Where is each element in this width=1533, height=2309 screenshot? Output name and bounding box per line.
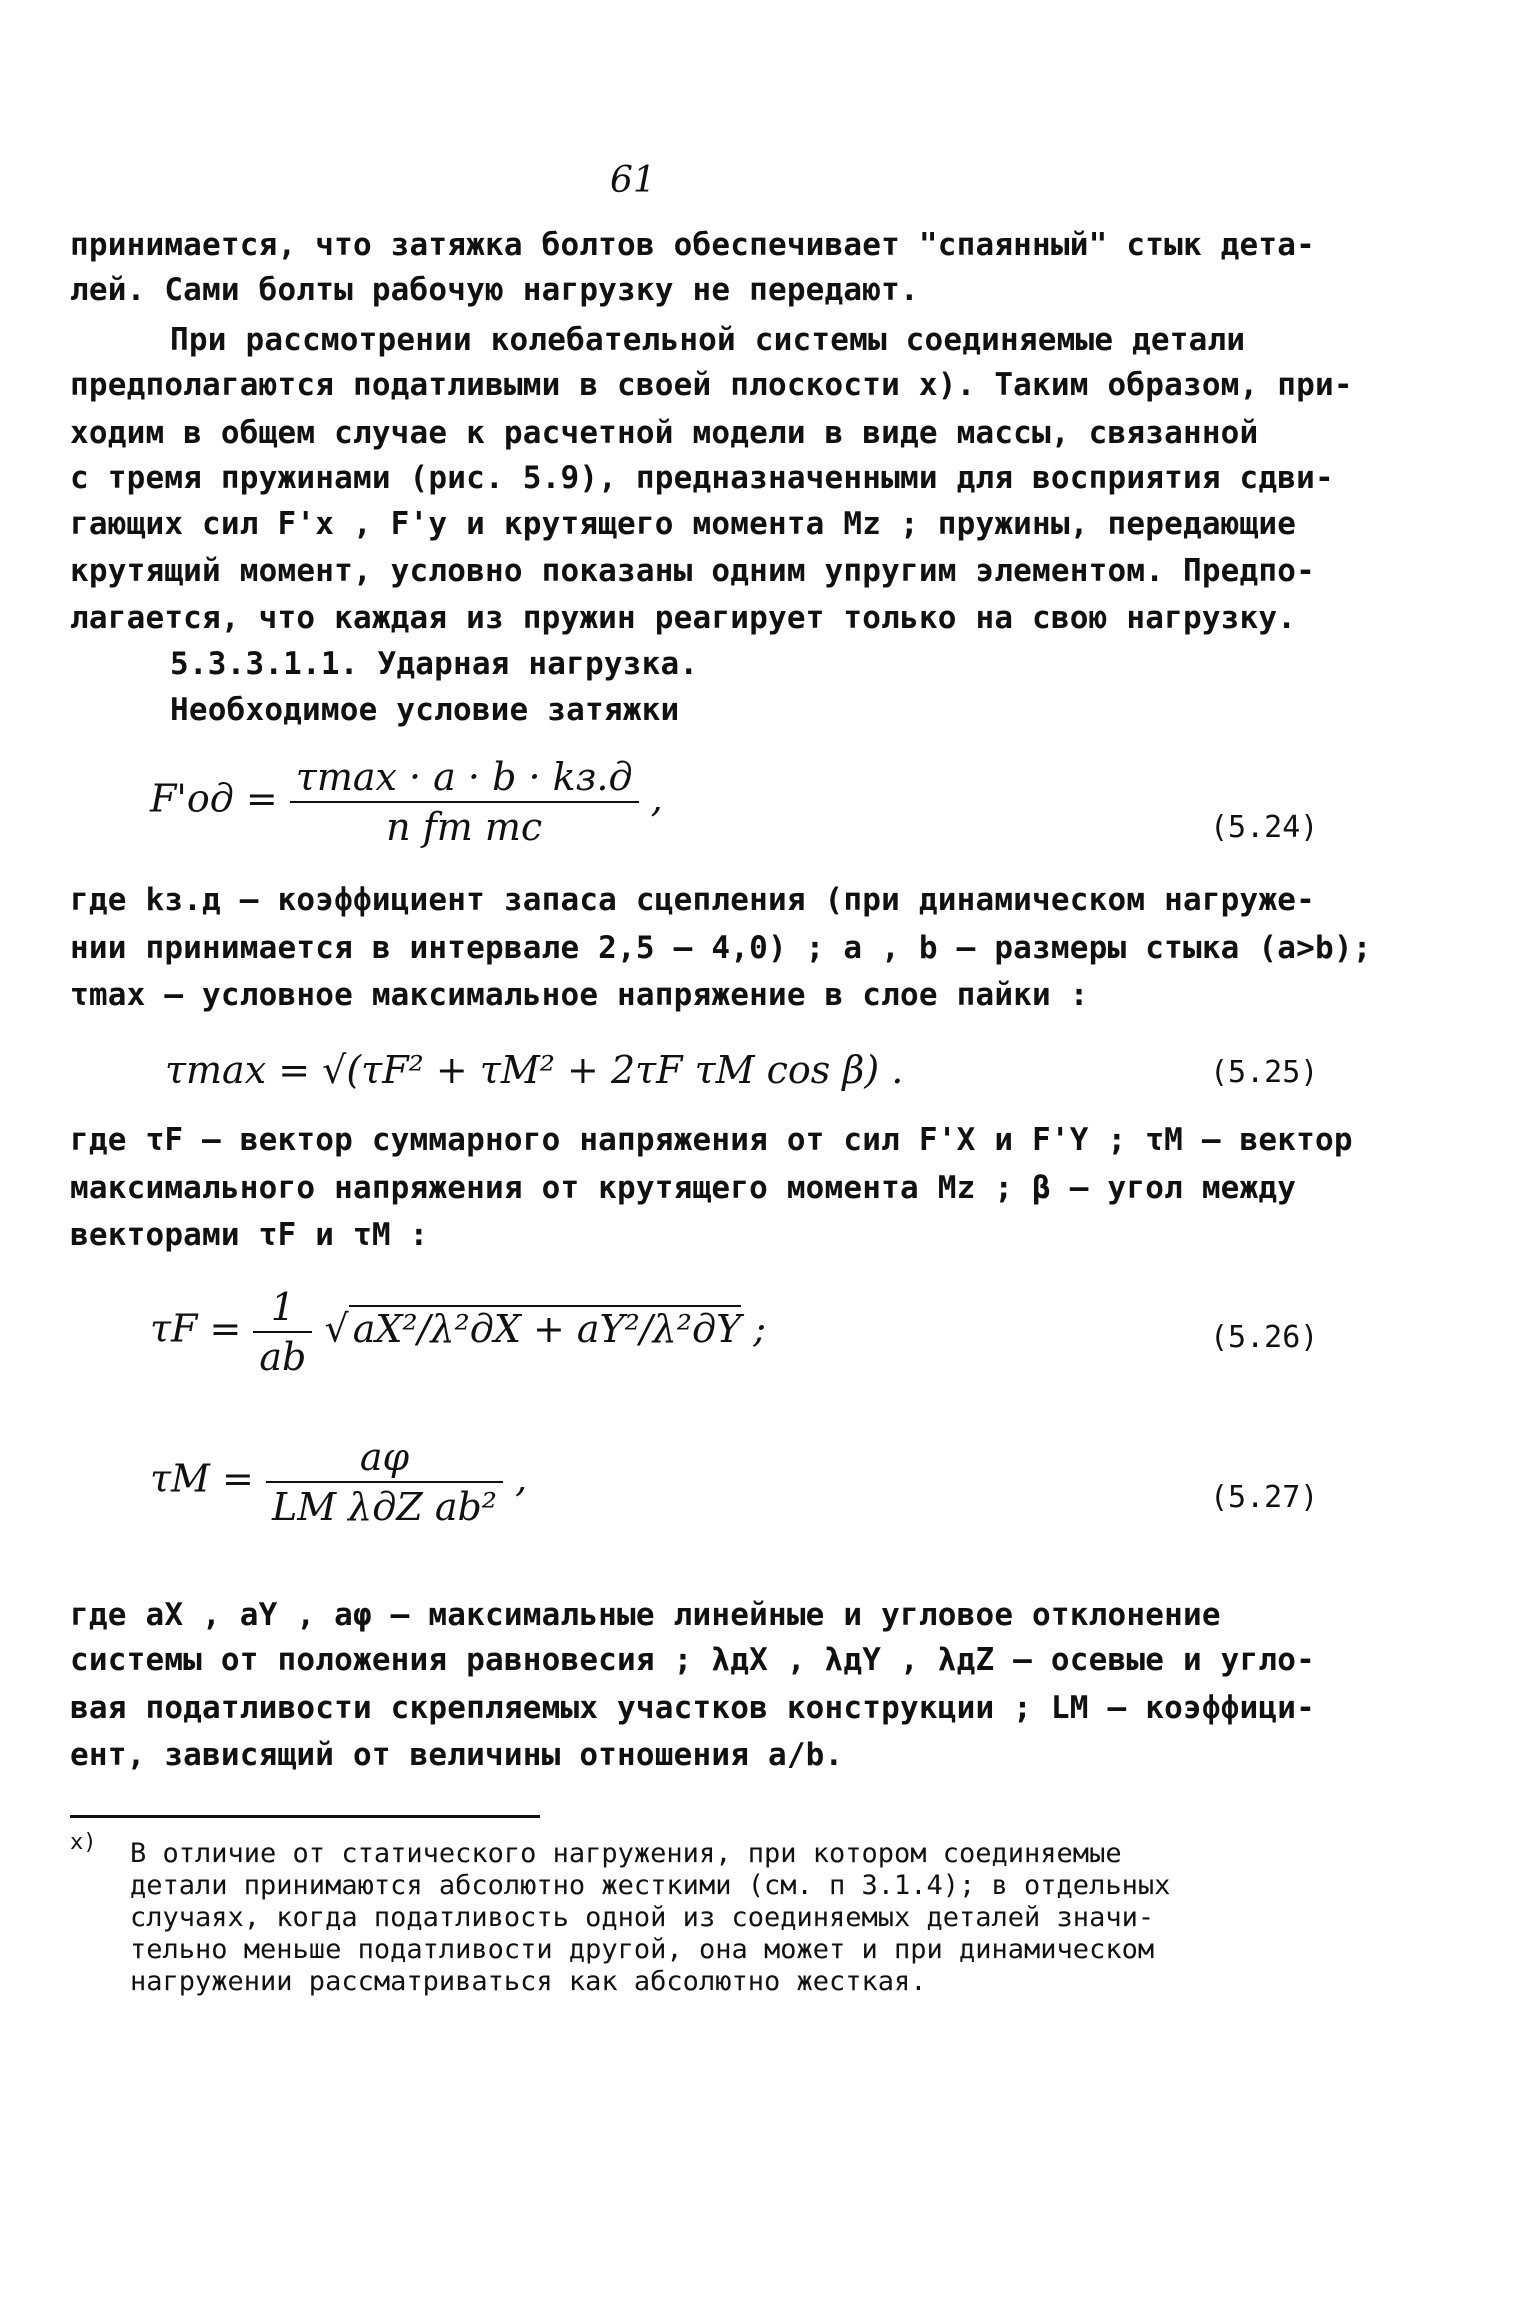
footnote-line: В отличие от статического нагружения, при котором соединяемые	[130, 1838, 1122, 1869]
formula-fraction	[266, 1435, 503, 1529]
body-line: лей. Сами болты рабочую нагрузку не передают.	[70, 272, 919, 308]
footnote-line: случаях, когда податливость одной из соединяемых деталей значи-	[130, 1902, 1155, 1933]
where-line: системы от положения равновесия ; λдX , λдY , λдZ – осевые и угло-	[70, 1642, 1315, 1678]
equation-number: (5.24)	[1210, 810, 1319, 845]
formula-coefficient	[253, 1285, 312, 1379]
where-line: максимального напряжения от крутящего момента Mz ; β – угол между	[70, 1170, 1297, 1206]
body-line: Необходимое условие затяжки	[170, 692, 680, 728]
body-line: предполагаются податливыми в своей плоскости x). Таким образом, при-	[70, 367, 1353, 403]
formula-denominator: ab	[259, 1335, 307, 1379]
body-line: лагается, что каждая из пружин реагирует только на свою нагрузку.	[70, 600, 1297, 636]
formula-numerator: aφ	[266, 1435, 503, 1483]
formula-5-25: τmax = √(τF² + τM² + 2τF τM cos β) .	[165, 1048, 904, 1092]
formula-lhs: τM =	[150, 1456, 254, 1501]
where-line: где τF – вектор суммарного напряжения от сил F'X и F'Y ; τM – вектор	[70, 1122, 1353, 1158]
body-line: гающих сил F'x , F'y и крутящего момента Mz ; пружины, передающие	[70, 506, 1297, 542]
where-line: вая податливости скрепляемых участков конструкции ; LM – коэффици-	[70, 1690, 1315, 1726]
body-line: ходим в общем случае к расчетной модели в виде массы, связанной	[70, 415, 1259, 451]
where-line: где kз.д – коэффициент запаса сцепления (при динамическом нагруже-	[70, 882, 1315, 918]
formula-lhs: F'од =	[150, 776, 278, 821]
page-number: 61	[610, 160, 656, 201]
footnote-line: нагружении рассматриваться как абсолютно жесткая.	[130, 1966, 927, 1997]
formula-numerator: τmax · a · b · kз.д	[290, 755, 639, 803]
formula-tail: ;	[753, 1306, 767, 1351]
equation-number: (5.25)	[1210, 1055, 1319, 1090]
formula-5-24	[150, 755, 663, 849]
where-line: векторами τF и τM :	[70, 1217, 429, 1253]
formula-tail: ,	[650, 776, 663, 821]
formula-numerator: 1	[253, 1285, 312, 1333]
body-line: При рассмотрении колебательной системы соединяемые детали	[170, 322, 1246, 358]
where-line: нии принимается в интервале 2,5 – 4,0) ; a , b – размеры стыка (a>b);	[70, 930, 1372, 966]
section-heading: 5.3.3.1.1. Ударная нагрузка.	[170, 646, 699, 682]
where-line: τmax – условное максимальное напряжение в слое пайки :	[70, 977, 1089, 1013]
formula-5-26	[150, 1285, 766, 1379]
footnote-line: детали принимаются абсолютно жесткими (см. п 3.1.4); в отдельных	[130, 1870, 1171, 1901]
body-line: принимается, что затяжка болтов обеспечивает "спаянный" стык дета-	[70, 227, 1315, 263]
body-line: крутящий момент, условно показаны одним упругим элементом. Предпо-	[70, 553, 1315, 589]
footnote-line: тельно меньше податливости другой, она может и при динамическом	[130, 1934, 1155, 1965]
radical-sign: √	[324, 1306, 349, 1351]
where-line: ент, зависящий от величины отношения a/b.	[70, 1737, 844, 1773]
formula-radicand: aX²/λ²дX + aY²/λ²дY	[349, 1305, 741, 1351]
formula-tail: ,	[515, 1456, 528, 1501]
footnote-separator	[70, 1815, 540, 1818]
equation-number: (5.27)	[1210, 1480, 1319, 1515]
body-line: с тремя пружинами (рис. 5.9), предназначенными для восприятия сдви-	[70, 460, 1334, 496]
footnote-mark: x)	[70, 1830, 97, 1855]
formula-lhs: τF =	[150, 1306, 242, 1351]
formula-fraction	[290, 755, 639, 849]
formula-denominator: LM λдZ ab²	[271, 1485, 498, 1529]
formula-5-27	[150, 1435, 527, 1529]
formula-denominator: n fт mс	[386, 805, 543, 849]
where-line: где aX , aY , aφ – максимальные линейные и угловое отклонение	[70, 1597, 1221, 1633]
equation-number: (5.26)	[1210, 1320, 1319, 1355]
